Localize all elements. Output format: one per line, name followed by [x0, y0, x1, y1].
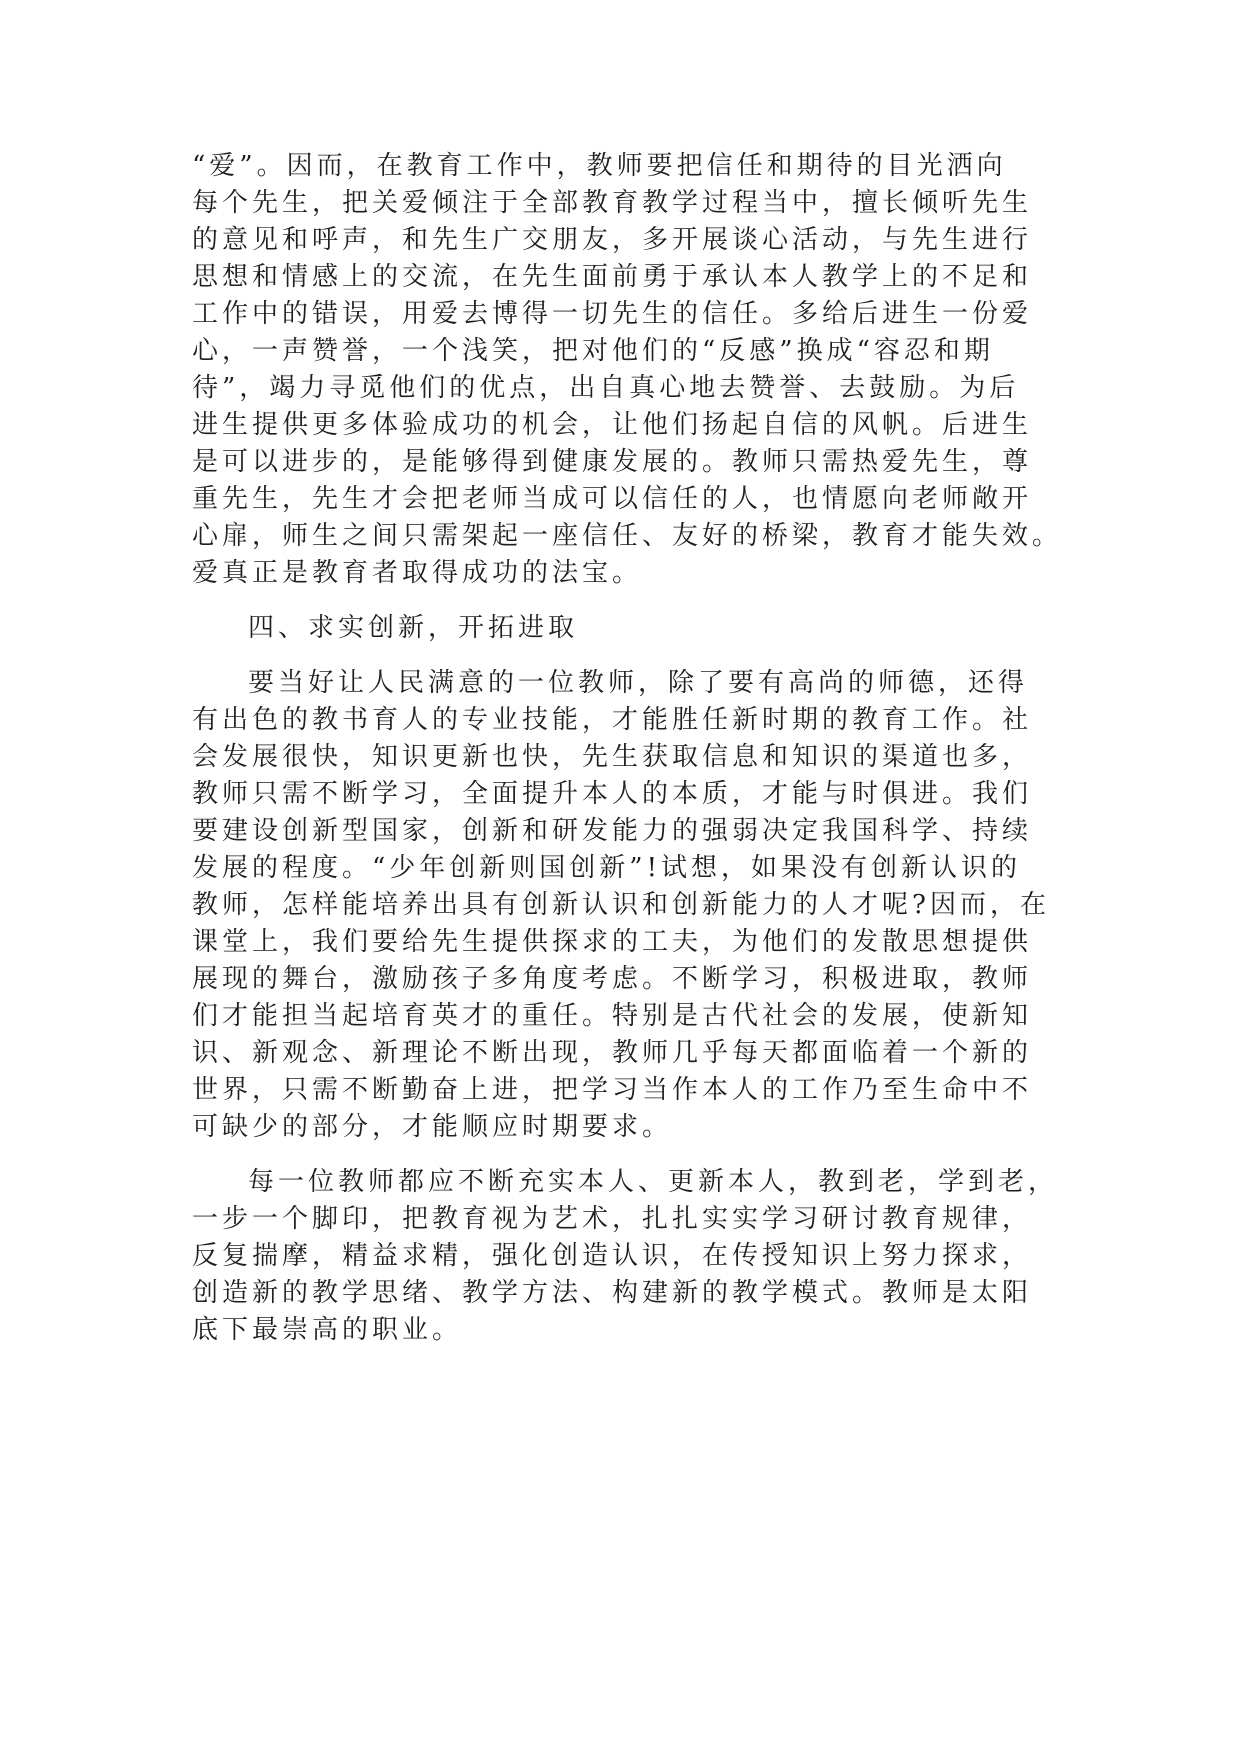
text-line: 心扉，师生之间只需架起一座信任、友好的桥梁，教育才能失效。	[192, 521, 1063, 551]
text-line: 有出色的教书育人的专业技能，才能胜任新时期的教育工作。社	[192, 705, 1033, 735]
paragraph-love-trust	[192, 148, 1092, 592]
text-line: 可缺少的部分，才能顺应时期要求。	[192, 1112, 673, 1142]
text-line: 要当好让人民满意的一位教师，除了要有高尚的师德，还得	[248, 668, 1029, 698]
text-line: 工作中的错误，用爱去博得一切先生的信任。多给后进生一份爱	[192, 299, 1033, 329]
text-line: 一步一个脚印，把教育视为艺术，扎扎实实学习研讨教育规律，	[192, 1204, 1033, 1234]
text-line: 心，一声赞誉，一个浅笑，把对他们的“反感”换成“容忍和期	[192, 336, 994, 366]
text-line: 教师，怎样能培养出具有创新认识和创新能力的人才呢?因而，在	[192, 890, 1050, 920]
text-line: 发展的程度。“少年创新则国创新”!试想，如果没有创新认识的	[192, 853, 1022, 883]
paragraph-gap	[192, 592, 1092, 610]
text-line: 每个先生，把关爱倾注于全部教育教学过程当中，擅长倾听先生	[192, 188, 1033, 218]
text-line: 要建设创新型国家，创新和研发能力的强弱决定我国科学、持续	[192, 816, 1033, 846]
text-line: 创造新的教学思绪、教学方法、构建新的教学模式。教师是太阳	[192, 1278, 1033, 1308]
text-line: 待”，竭力寻觅他们的优点，出自真心地去赞誉、去鼓励。为后	[192, 373, 1020, 403]
text-line: 底下最崇高的职业。	[192, 1315, 463, 1345]
text-line: 的意见和呼声，和先生广交朋友，多开展谈心活动，与先生进行	[192, 225, 1033, 255]
text-line: 展现的舞台，激励孩子多角度考虑。不断学习，积极进取，教师	[192, 964, 1033, 994]
text-line: 们才能担当起培育英才的重任。特别是古代社会的发展，使新知	[192, 1001, 1033, 1031]
text-line: 爱真正是教育者取得成功的法宝。	[192, 558, 643, 588]
text-line: 教师只需不断学习，全面提升本人的本质，才能与时俱进。我们	[192, 779, 1033, 809]
document-body	[192, 148, 1092, 1349]
text-line: 会发展很快，知识更新也快，先生获取信息和知识的渠道也多，	[192, 742, 1033, 772]
text-line: 识、新观念、新理论不断出现，教师几乎每天都面临着一个新的	[192, 1038, 1033, 1068]
paragraph-gap	[192, 1146, 1092, 1164]
paragraph-innovation	[192, 665, 1092, 1146]
section-heading: 四、求实创新，开拓进取	[248, 613, 579, 643]
text-line: “爱”。因而，在教育工作中，教师要把信任和期待的目光洒向	[192, 151, 1007, 181]
paragraph-lifelong-learning	[192, 1164, 1092, 1349]
text-line: 重先生，先生才会把老师当成可以信任的人，也情愿向老师敞开	[192, 484, 1033, 514]
paragraph-gap	[192, 647, 1092, 665]
text-line: 课堂上，我们要给先生提供探求的工夫，为他们的发散思想提供	[192, 927, 1033, 957]
text-line: 是可以进步的，是能够得到健康发展的。教师只需热爱先生，尊	[192, 447, 1033, 477]
text-line: 进生提供更多体验成功的机会，让他们扬起自信的风帆。后进生	[192, 410, 1033, 440]
text-line: 每一位教师都应不断充实本人、更新本人，教到老，学到老，	[248, 1167, 1059, 1197]
text-line: 思想和情感上的交流，在先生面前勇于承认本人教学上的不足和	[192, 262, 1033, 292]
text-line: 世界，只需不断勤奋上进，把学习当作本人的工作乃至生命中不	[192, 1075, 1033, 1105]
text-line: 反复揣摩，精益求精，强化创造认识，在传授知识上努力探求，	[192, 1241, 1033, 1271]
